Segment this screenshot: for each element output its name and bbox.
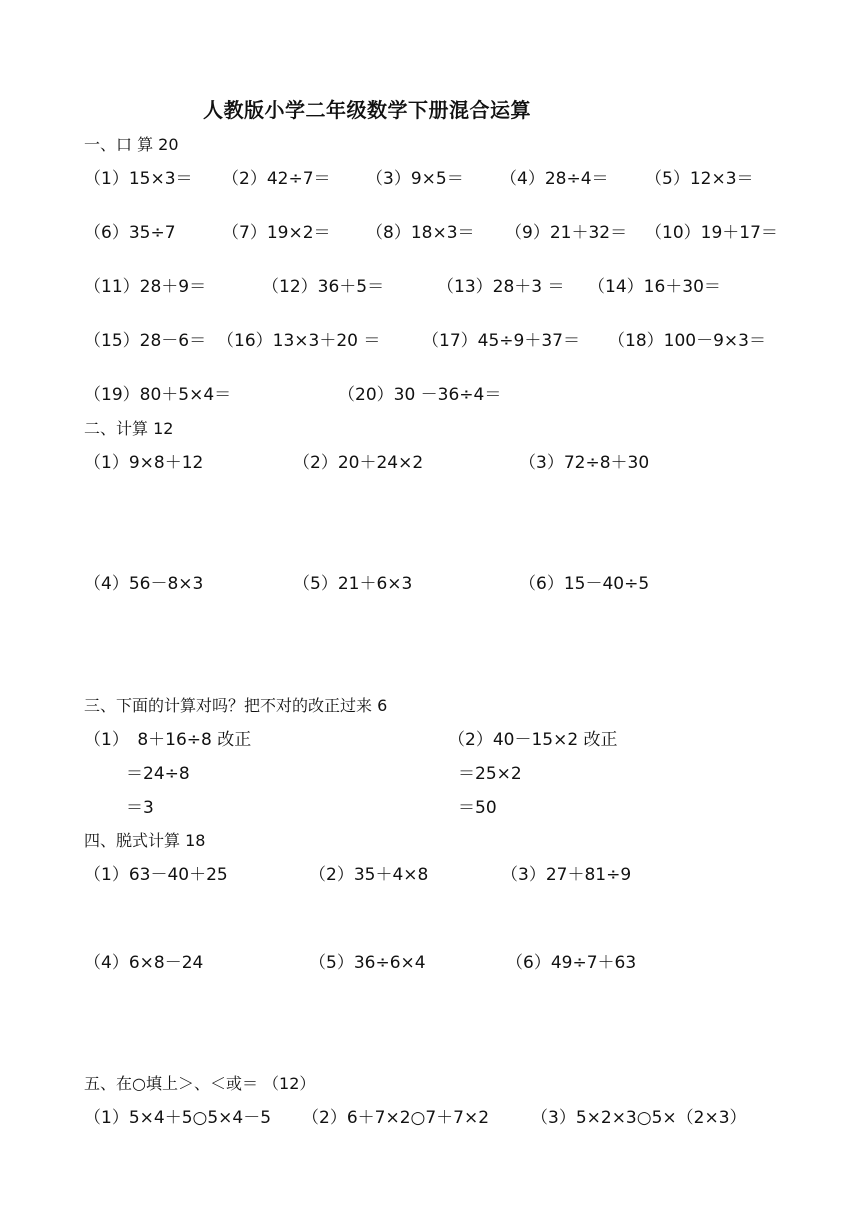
step-calc-item-5: （5）36÷6×4 [309, 953, 426, 973]
calc-item-1: （1）9×8＋12 [84, 453, 204, 473]
step-calc-item-2: （2）35＋4×8 [309, 865, 429, 885]
step-calc-item-1: （1）63－40＋25 [84, 865, 228, 885]
step-calc-item-3: （3）27＋81÷9 [501, 865, 632, 885]
oral-item-7: （7）19×2＝ [222, 223, 331, 243]
check-right-line-1: （2）40－15×2 改正 [448, 730, 618, 750]
oral-item-15: （15）28－6＝ [84, 331, 207, 351]
calc-item-5: （5）21＋6×3 [293, 574, 413, 594]
check-right-line-2: ＝25×2 [458, 764, 522, 784]
page-title: 人教版小学二年级数学下册混合运算 [203, 98, 531, 122]
oral-item-8: （8）18×3＝ [366, 223, 475, 243]
oral-item-2: （2）42÷7＝ [222, 169, 331, 189]
calc-item-4: （4）56－8×3 [84, 574, 204, 594]
calc-item-3: （3）72÷8＋30 [519, 453, 650, 473]
compare-item-3: （3）5×2×3○5×（2×3） [531, 1108, 747, 1128]
calc-item-2: （2）20＋24×2 [293, 453, 424, 473]
oral-item-17: （17）45÷9＋37＝ [422, 331, 580, 351]
section5-heading: 五、在○填上＞、＜或＝ （12） [84, 1074, 316, 1093]
section1-heading: 一、口 算 20 [84, 135, 179, 154]
oral-item-5: （5）12×3＝ [645, 169, 754, 189]
section2-heading: 二、计算 12 [84, 419, 174, 438]
check-right-line-3: ＝50 [458, 798, 497, 818]
step-calc-item-4: （4）6×8－24 [84, 953, 204, 973]
calc-item-6: （6）15－40÷5 [519, 574, 650, 594]
check-left-line-1: （1） 8＋16÷8 改正 [84, 730, 252, 750]
oral-item-1: （1）15×3＝ [84, 169, 193, 189]
oral-item-12: （12）36＋5＝ [262, 277, 385, 297]
section3-heading: 三、下面的计算对吗？把不对的改正过来 6 [84, 696, 388, 715]
oral-item-11: （11）28＋9＝ [84, 277, 207, 297]
section4-heading: 四、脱式计算 18 [84, 831, 206, 850]
oral-item-14: （14）16＋30＝ [588, 277, 721, 297]
oral-item-20: （20）30 －36÷4＝ [338, 385, 502, 405]
oral-item-9: （9）21＋32＝ [505, 223, 628, 243]
oral-item-18: （18）100－9×3＝ [608, 331, 766, 351]
check-left-line-2: ＝24÷8 [126, 764, 190, 784]
oral-item-4: （4）28÷4＝ [500, 169, 609, 189]
compare-item-2: （2）6＋7×2○7＋7×2 [302, 1108, 490, 1128]
oral-item-3: （3）9×5＝ [366, 169, 464, 189]
oral-item-13: （13）28＋3 ＝ [437, 277, 565, 297]
oral-item-6: （6）35÷7 [84, 223, 176, 243]
oral-item-19: （19）80＋5×4＝ [84, 385, 232, 405]
check-left-line-3: ＝3 [126, 798, 154, 818]
oral-item-10: （10）19＋17＝ [645, 223, 778, 243]
compare-item-1: （1）5×4＋5○5×4－5 [84, 1108, 272, 1128]
step-calc-item-6: （6）49÷7＋63 [506, 953, 637, 973]
oral-item-16: （16）13×3＋20 ＝ [217, 331, 381, 351]
